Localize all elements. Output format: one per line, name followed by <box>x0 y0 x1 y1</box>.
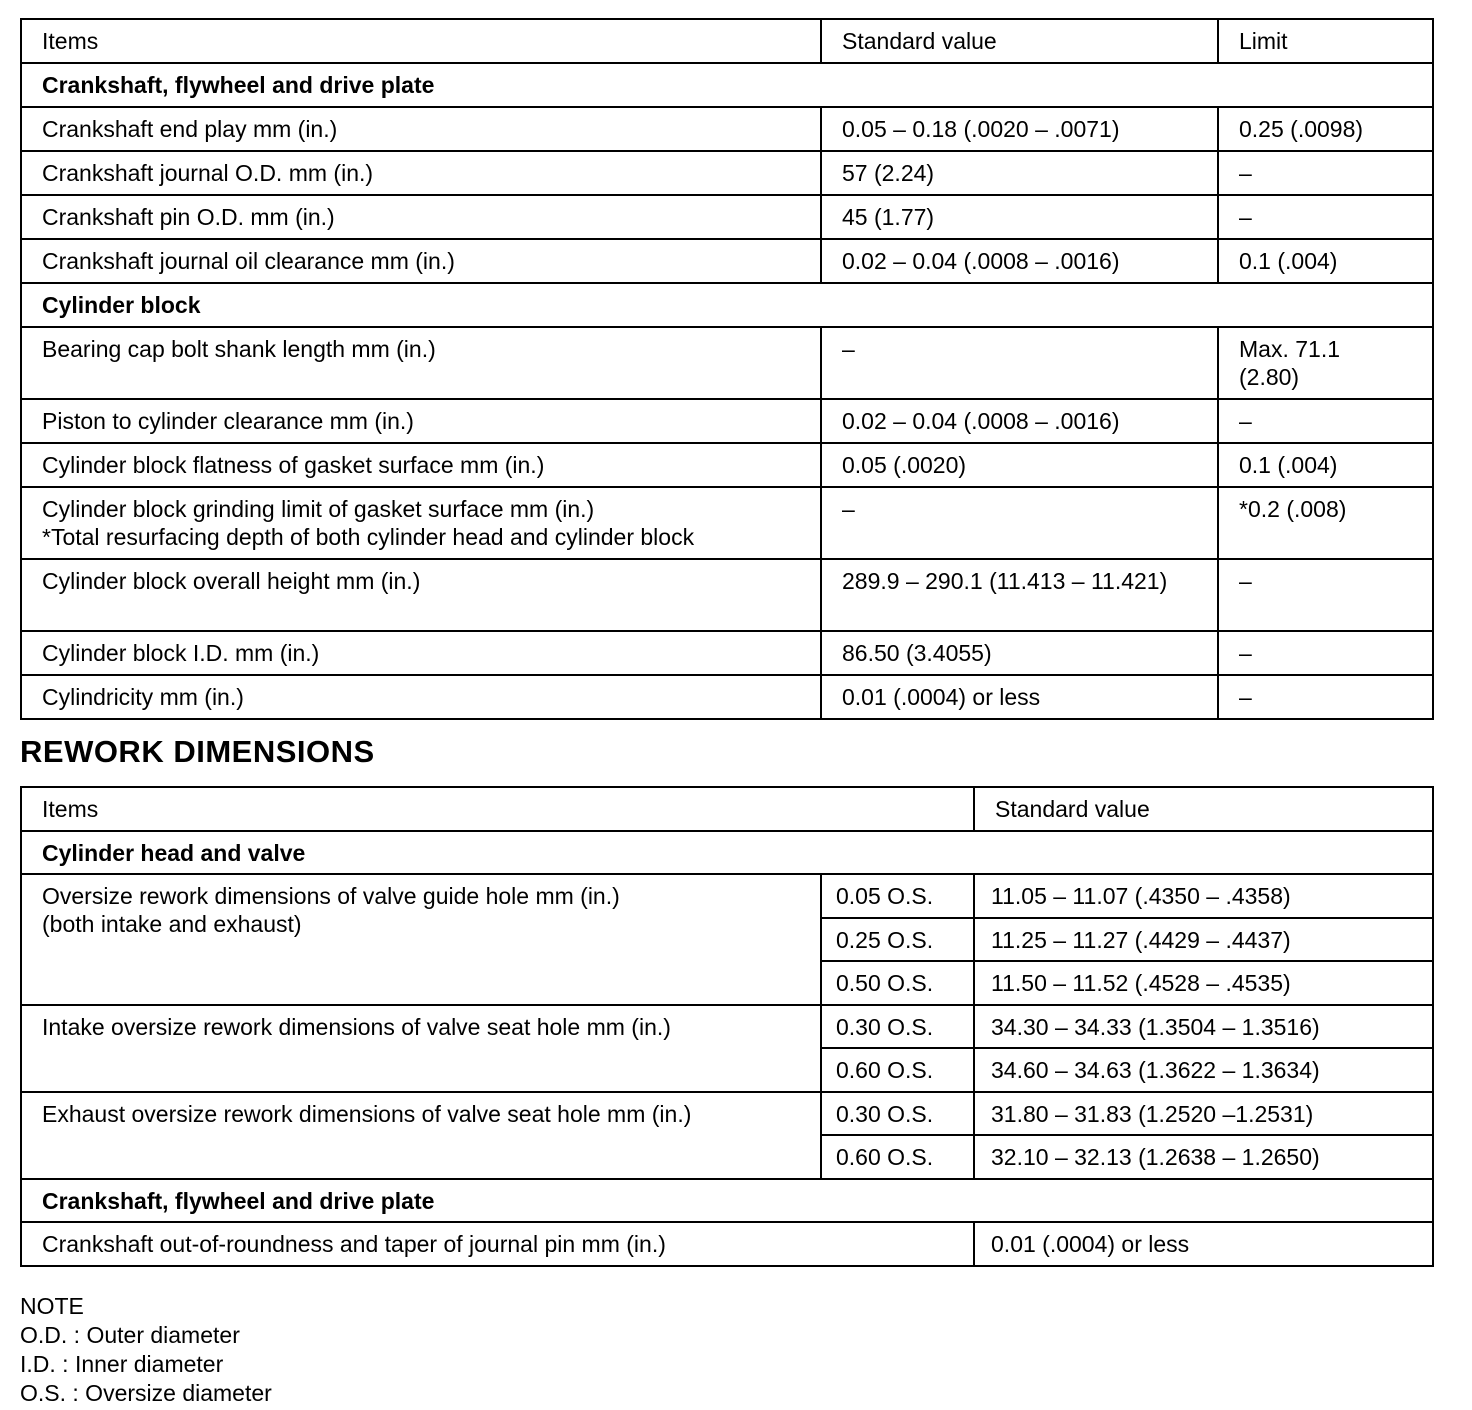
standard-value: 0.02 – 0.04 (.0008 – .0016) <box>821 239 1218 283</box>
oversize: 0.60 O.S. <box>821 1048 974 1092</box>
limit: – <box>1218 559 1433 631</box>
standard-value: 34.30 – 34.33 (1.3504 – 1.3516) <box>974 1005 1433 1049</box>
item: Cylindricity mm (in.) <box>21 675 821 719</box>
standard-value: 11.50 – 11.52 (.4528 – .4535) <box>974 961 1433 1005</box>
item: Bearing cap bolt shank length mm (in.) <box>21 327 821 399</box>
item <box>21 874 821 1005</box>
standard-value: 32.10 – 32.13 (1.2638 – 1.2650) <box>974 1135 1433 1179</box>
footnote: *Total resurfacing depth of both cylinder head and cylinder block <box>42 524 695 550</box>
table-row <box>21 631 1433 675</box>
oversize: 0.05 O.S. <box>821 874 974 918</box>
header-standard: Standard value <box>821 19 1218 63</box>
item: Crankshaft journal O.D. mm (in.) <box>21 151 821 195</box>
limit: – <box>1218 631 1433 675</box>
oversize: 0.25 O.S. <box>821 918 974 962</box>
table-row <box>21 327 1433 399</box>
oversize: 0.30 O.S. <box>821 1005 974 1049</box>
table-row <box>21 487 1433 559</box>
table-row <box>21 443 1433 487</box>
item: Cylinder block I.D. mm (in.) <box>21 631 821 675</box>
limit: – <box>1218 399 1433 443</box>
table-row <box>21 559 1433 631</box>
oversize: 0.50 O.S. <box>821 961 974 1005</box>
table-row <box>21 239 1433 283</box>
section-title: Cylinder block <box>21 283 1433 327</box>
item: Exhaust oversize rework dimensions of valve seat hole mm (in.) <box>21 1092 821 1179</box>
item: Intake oversize rework dimensions of valve seat hole mm (in.) <box>21 1005 821 1092</box>
note-title: NOTE <box>20 1293 84 1319</box>
oversize: 0.60 O.S. <box>821 1135 974 1179</box>
item: Crankshaft pin O.D. mm (in.) <box>21 195 821 239</box>
note-line: O.S. : Oversize diameter <box>20 1380 272 1406</box>
item: Crankshaft out-of-roundness and taper of journal pin mm (in.) <box>21 1222 974 1266</box>
note-line: O.D. : Outer diameter <box>20 1322 240 1348</box>
header-limit: Limit <box>1218 19 1433 63</box>
standard-value: 0.01 (.0004) or less <box>821 675 1218 719</box>
table-row <box>21 107 1433 151</box>
table-header-row <box>21 19 1433 63</box>
limit: 0.25 (.0098) <box>1218 107 1433 151</box>
section-title: Crankshaft, flywheel and drive plate <box>21 63 1433 107</box>
table-row <box>21 1222 1433 1266</box>
table-row <box>21 195 1433 239</box>
rework-heading: REWORK DIMENSIONS <box>20 734 375 769</box>
header-standard: Standard value <box>974 787 1433 831</box>
item <box>21 487 821 559</box>
header-items: Items <box>21 787 974 831</box>
section-row <box>21 63 1433 107</box>
standard-value: 0.05 (.0020) <box>821 443 1218 487</box>
oversize: 0.30 O.S. <box>821 1092 974 1136</box>
limit: – <box>1218 195 1433 239</box>
standard-value: – <box>821 327 1218 399</box>
item: Crankshaft journal oil clearance mm (in.) <box>21 239 821 283</box>
section-row <box>21 283 1433 327</box>
standard-value: 11.25 – 11.27 (.4429 – .4437) <box>974 918 1433 962</box>
standard-value: 11.05 – 11.07 (.4350 – .4358) <box>974 874 1433 918</box>
table-row <box>21 1005 1433 1049</box>
limit: – <box>1218 675 1433 719</box>
standard-value: 57 (2.24) <box>821 151 1218 195</box>
limit: Max. 71.1 (2.80) <box>1218 327 1433 399</box>
standard-value: 0.05 – 0.18 (.0020 – .0071) <box>821 107 1218 151</box>
rework-table <box>20 786 1434 1267</box>
limit: *0.2 (.008) <box>1218 487 1433 559</box>
item: Piston to cylinder clearance mm (in.) <box>21 399 821 443</box>
table-row <box>21 151 1433 195</box>
table-row <box>21 1092 1433 1136</box>
note-line: I.D. : Inner diameter <box>20 1351 224 1377</box>
item-text: Cylinder block grinding limit of gasket surface mm (in.) <box>42 496 595 522</box>
standard-value: 289.9 – 290.1 (11.413 – 11.421) <box>821 559 1218 631</box>
standard-value: 0.02 – 0.04 (.0008 – .0016) <box>821 399 1218 443</box>
section-row <box>21 1179 1433 1223</box>
standard-value: 86.50 (3.4055) <box>821 631 1218 675</box>
item: Crankshaft end play mm (in.) <box>21 107 821 151</box>
item: Cylinder block overall height mm (in.) <box>21 559 821 631</box>
standard-value: 0.01 (.0004) or less <box>974 1222 1433 1266</box>
standard-value: 45 (1.77) <box>821 195 1218 239</box>
header-items: Items <box>21 19 821 63</box>
item-note: (both intake and exhaust) <box>42 911 302 937</box>
item: Cylinder block flatness of gasket surface mm (in.) <box>21 443 821 487</box>
standard-value: 31.80 – 31.83 (1.2520 –1.2531) <box>974 1092 1433 1136</box>
section-title: Cylinder head and valve <box>21 831 1433 875</box>
standard-value: 34.60 – 34.63 (1.3622 – 1.3634) <box>974 1048 1433 1092</box>
note-block <box>20 1292 272 1408</box>
section-row <box>21 831 1433 875</box>
table-row <box>21 675 1433 719</box>
limit: – <box>1218 151 1433 195</box>
table-row <box>21 874 1433 918</box>
table-row <box>21 399 1433 443</box>
table-header-row <box>21 787 1433 831</box>
limit: 0.1 (.004) <box>1218 239 1433 283</box>
section-title: Crankshaft, flywheel and drive plate <box>21 1179 1433 1223</box>
limit: 0.1 (.004) <box>1218 443 1433 487</box>
service-spec-table <box>20 18 1434 720</box>
item-text: Oversize rework dimensions of valve guide hole mm (in.) <box>42 883 620 909</box>
standard-value: – <box>821 487 1218 559</box>
